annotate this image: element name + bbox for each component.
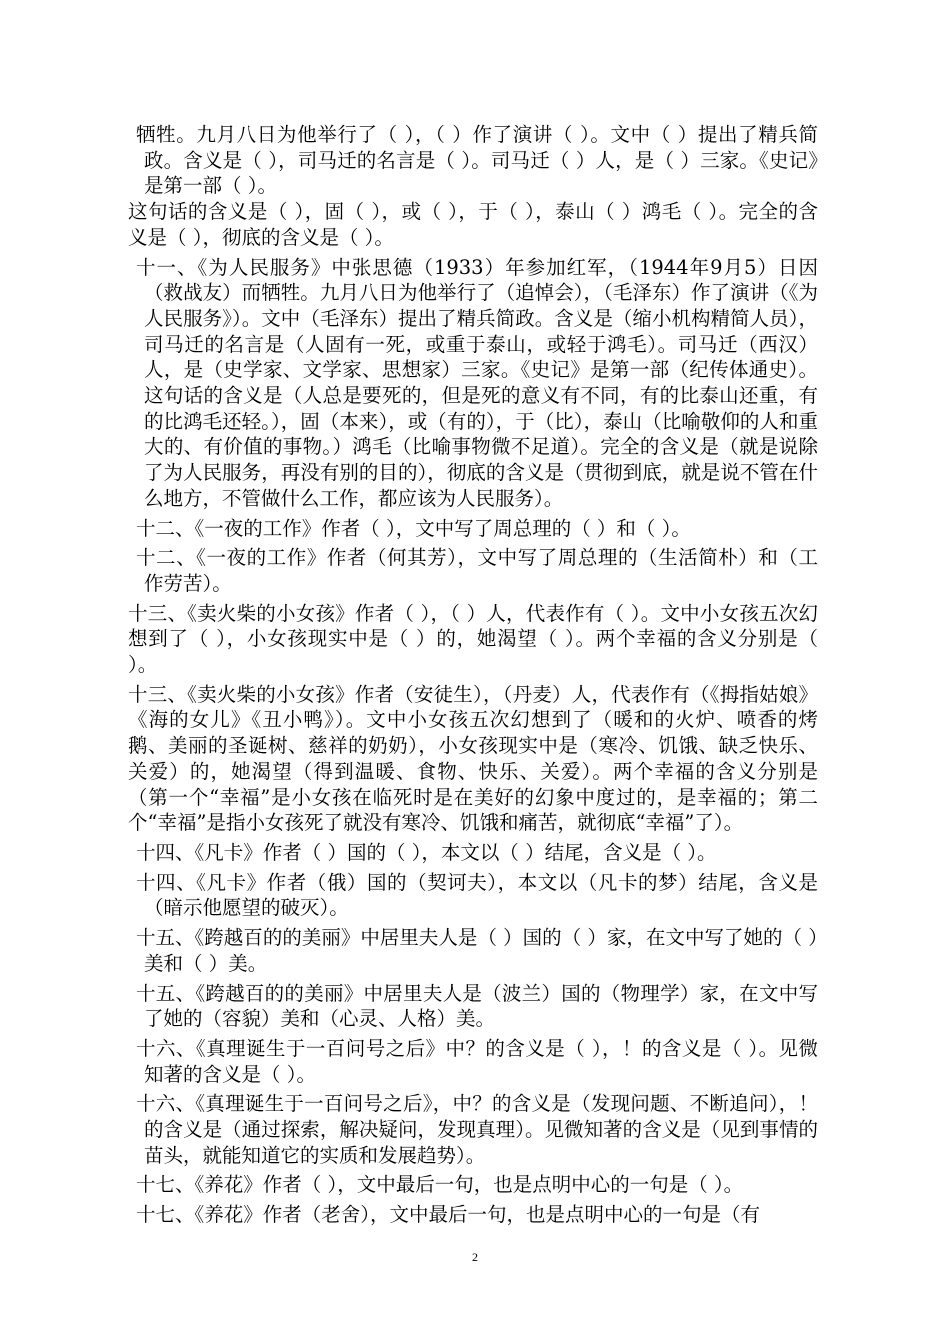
paragraph-q12-answer: 十二、《一夜的工作》作者（何其芳），文中写了周总理的（生活简朴）和（工作劳苦）。	[136, 546, 818, 595]
paragraph-q14-answer: 十四、《凡卡》作者（俄）国的（契诃夫），本文以（凡卡的梦）结尾，含义是（暗示他愿望的破灭）。	[136, 870, 818, 920]
paragraph-q11-answer: 十一、《为人民服务》中张思德（1933）年参加红军，（1944年9月5）日因（救战友）而牺牲。九月八日为他举行了（追悼会），（毛泽东）作了演讲（《为人民服务》）。文中（毛泽东）提出了精兵简政。含义是（缩小机构精简人员），司马迁的名言是（人固有一死，或重于泰山，或轻于鸿毛）。司马迁（西汉）人，是（史学家、文学家、思想家）三家。《史记》是第一部（纪传体通史）。这句话的含义是（人总是要死的，但是死的意义有不同，有的比泰山还重，有的比鸿毛还轻。），固（本来），或（有的），于（比），泰山（比喻敬仰的人和重大的、有价值的事物。）鸿毛（比喻事物微不足道）。完全的含义是（就是说除了为人民服务，再没有别的目的），彻底的含义是（贯彻到底，就是说不管在什么地方，不管做什么工作，都应该为人民服务）。	[136, 255, 818, 510]
paragraph-q13-answer: 十三、《卖火柴的小女孩》作者（安徒生），（丹麦）人，代表作有（《拇指姑娘》《海的女儿》《丑小鸭》）。文中小女孩五次幻想到了（暖和的火炉、喷香的烤鹅、美丽的圣诞树、慈祥的奶奶），小女孩现实中是（寒冷、饥饿、缺乏快乐、关爱）的，她渴望（得到温暖、食物、快乐、关爱）。两个幸福的含义分别是（第一个“幸福”是小女孩在临死时是在美好的幻象中度过的，是幸福的；第二个“幸福”是指小女孩死了就没有寒冷、饥饿和痛苦，就彻底“幸福”了）。	[128, 682, 818, 835]
paragraph-q17-blank: 十七、《养花》作者（ ），文中最后一句，也是点明中心的一句是（ ）。	[136, 1173, 744, 1197]
paragraph-q16-blank: 十六、《真理诞生于一百问号之后》中？的含义是（ ），！的含义是（ ）。见微知著的含义是（ ）。	[136, 1036, 818, 1086]
paragraph-q15-blank: 十五、《跨越百的的美丽》中居里夫人是（ ）国的（ ）家，在文中写了她的（ ）美和（ ）美。	[136, 926, 818, 975]
paragraph-q17-answer: 十七、《养花》作者（老舍），文中最后一句，也是点明中心的一句是（有	[136, 1203, 761, 1227]
paragraph-continuation: 牺牲。九月八日为他举行了（ ），（ ）作了演讲（ ）。文中（ ）提出了精兵简政。含义是（ ），司马迁的名言是（ ）。司马迁（ ）人，是（ ）三家。《史记》是第一部（ ）。	[136, 123, 818, 198]
paragraph-meaning-blank: 这句话的含义是（ ），固（ ），或（ ），于（ ），泰山（ ）鸿毛（ ）。完全的含义是（ ），彻底的含义是（ ）。	[128, 200, 818, 249]
paragraph-q12-blank: 十二、《一夜的工作》作者（ ），文中写了周总理的（ ）和（ ）。	[136, 516, 691, 540]
paragraph-q13-blank: 十三、《卖火柴的小女孩》作者（ ），（ ）人，代表作有（ ）。文中小女孩五次幻想到了（ ），小女孩现实中是（ ）的，她渴望（ ）。两个幸福的含义分别是（ ）。	[128, 601, 825, 677]
paragraph-q15-answer: 十五、《跨越百的的美丽》中居里夫人是（波兰）国的（物理学）家，在文中写了她的（容貌）美和（心灵、人格）美。	[136, 981, 818, 1031]
paragraph-q16-answer: 十六、《真理诞生于一百问号之后》，中？的含义是（发现问题、不断追问），！的含义是（通过探索，解决疑问，发现真理）。见微知著的含义是（见到事情的苗头，就能知道它的实质和发展趋势）。	[136, 1092, 818, 1167]
paragraph-q14-blank: 十四、《凡卡》作者（ ）国的（ ），本文以（ ）结尾，含义是（ ）。	[136, 840, 717, 864]
page-number: 2	[472, 1250, 478, 1264]
document-body	[128, 122, 825, 1228]
